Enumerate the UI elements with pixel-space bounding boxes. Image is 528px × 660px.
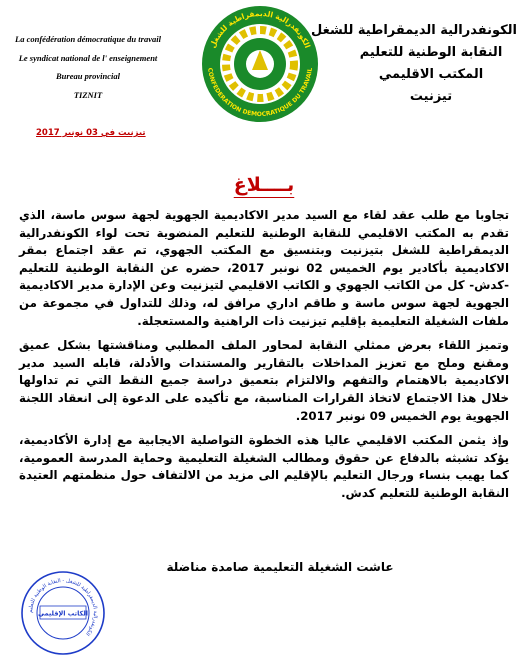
header-ar-city: تيزنيت xyxy=(409,89,453,104)
cdt-logo xyxy=(200,4,320,124)
header-fr-bureau: Bureau provincial xyxy=(56,71,120,81)
paragraph-discussion: وتميز اللقاء بعرض ممثلي النقابة لمحاور الملف المطلبي ومناقشتها بشكل عميق ومقنع وملح مع تعزيز المداخلات بالتقارير والمستندات والأدلة، قابله السيد مدير الاكاديمية بالاهتمام والتفهم والالتزام بتعميق دراسة جميع النقط التي تم تداولها خلال هذا الاجتماع لاتخاذ القرارات المناسبة، مع تأكيده على الدعوة إلى انعقاد اللجنة الجهوية يوم الخميس 09 نونبر 2017. xyxy=(19,338,509,423)
header-ar-syndicat: النقابة الوطنية للتعليم xyxy=(359,45,503,60)
arabic-header xyxy=(311,20,517,108)
communique-body xyxy=(19,207,509,510)
stamp-ring-text: الكونفدرالية الديمقراطية للشغل - النقابة الوطنية للتعليم xyxy=(27,577,99,637)
document-title: بــــلاغ xyxy=(233,174,295,196)
header-ar-confederation: الكونفدرالية الديمقراطية للشغل xyxy=(311,23,517,38)
signature-slogan: عاشت الشغيلة التعليمية صامدة مناضلة xyxy=(166,560,394,574)
paragraph-conclusion: وإذ يثمن المكتب الاقليمي عاليا هذه الخطوة التواصلية الايجابية مع إدارة الأكاديمية، يؤكد تشبثه بالدفاع عن حقوق ومطالب الشغيلة التعليمية وحماية المدرسة العمومية، كما يهيب بنساء ورجال التعليم بالإقليم الى مزيد من الالتفاف حول منظمتهم العتيدة النقابة الوطنية للتعليم كدش. xyxy=(19,433,509,500)
header-ar-bureau: المكتب الاقليمي xyxy=(378,67,484,82)
header-fr-confederation: La confédération démocratique du travail xyxy=(15,34,161,44)
french-header xyxy=(10,30,166,104)
official-stamp xyxy=(20,570,106,656)
header-fr-city: TIZNIT xyxy=(73,89,103,100)
document-date: تيزنيت في 03 نونبر 2017 xyxy=(36,128,146,138)
stamp-center-text: الكاتب الإقليمي xyxy=(37,609,89,618)
logo-text-ar: الكونفدرالية الديمقراطية للشغل xyxy=(207,8,313,50)
header-fr-syndicat: Le syndicat national de l' enseignement xyxy=(18,52,158,63)
logo-text-fr: CONFEDERATION DEMOCRATIQUE DU TRAVAIL xyxy=(206,67,314,119)
paragraph-meeting: تجاوبا مع طلب عقد لقاء مع السيد مدير الاكاديمية الجهوية لجهة سوس ماسة، الذي تقدم به المكتب الاقليمي للنقابة الوطنية للتعليم المنضوية تحت لواء الكونفدرالية الديمقراطية للشغل بتيزنيت وبتنسيق مع المكتب الجهوي، تم عقد اجتماع بمقر الاكاديمية بأكادير يوم الخميس 02 نونبر 2017، حضره عن النقابة الوطنية للتعليم -كدش- كل من الكاتب الجهوي و الكاتب الاقليمي لتيزنيت وعن الإدارة مدير الاكاديمية الجهوية لجهة سوس ماسة و طاقم اداري مرافق له، وذلك للتداول في مجموعة من ملفات الشغيلة التعليمية بإقليم تيزنيت ذات الراهنية والمستعجلة. xyxy=(19,208,510,328)
